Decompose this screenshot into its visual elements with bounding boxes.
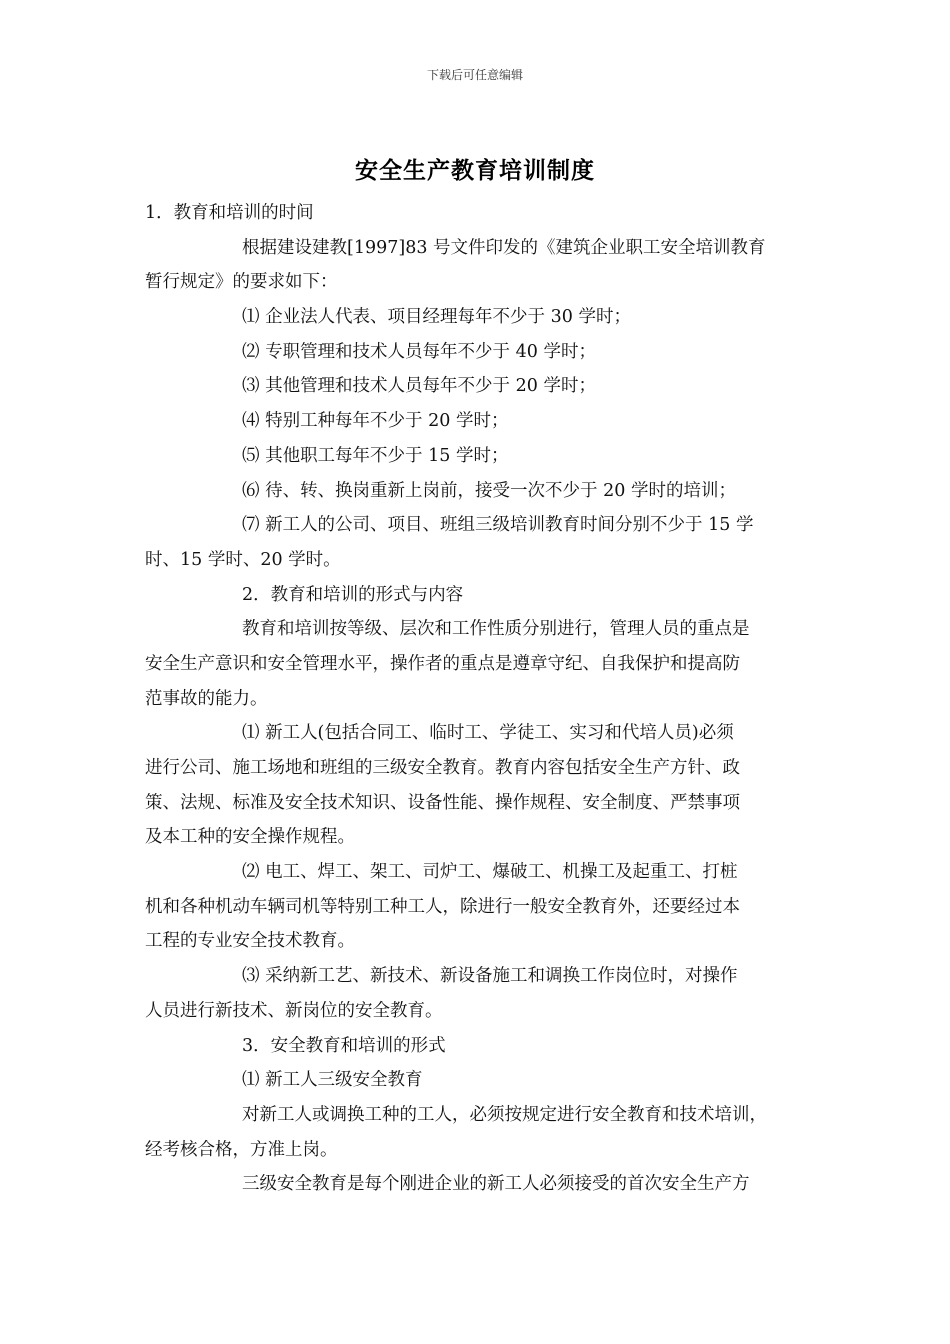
text-line: 人员进行新技术、新岗位的安全教育。 [145, 1000, 443, 1021]
text-line: ⑴ 新工人(包括合同工、临时工、学徒工、实习和代培人员)必须 [242, 723, 734, 744]
text-line: 及本工种的安全操作规程。 [145, 827, 355, 848]
text-line: 工程的专业安全技术教育。 [145, 931, 355, 952]
text-line: 策、法规、标准及安全技术知识、设备性能、操作规程、安全制度、严禁事项 [145, 792, 740, 813]
text-line: 范事故的能力。 [145, 688, 268, 709]
text-line: 3．安全教育和培训的形式 [242, 1035, 446, 1056]
text-line: ⑺ 新工人的公司、项目、班组三级培训教育时间分别不少于 15 学 [242, 515, 754, 536]
text-line: 2．教育和培训的形式与内容 [242, 584, 464, 605]
text-line: ⑵ 电工、焊工、架工、司炉工、爆破工、机操工及起重工、打桩 [242, 862, 738, 883]
document-body [145, 196, 817, 1202]
text-line: 时、15 学时、20 学时。 [145, 549, 341, 570]
text-line: 经考核合格，方准上岗。 [145, 1139, 338, 1160]
text-line: ⑴ 企业法人代表、项目经理每年不少于 30 学时； [242, 307, 631, 328]
text-line: ⑴ 新工人三级安全教育 [242, 1070, 423, 1091]
text-line: 对新工人或调换工种的工人，必须按规定进行安全教育和技术培训， [242, 1104, 767, 1125]
text-line: 暂行规定》的要求如下： [145, 272, 338, 293]
document-title: 安全生产教育培训制度 [355, 157, 595, 184]
text-line: 教育和培训按等级、层次和工作性质分别进行，管理人员的重点是 [242, 619, 750, 640]
text-line: 三级安全教育是每个刚进企业的新工人必须接受的首次安全生产方 [242, 1174, 750, 1195]
text-line: 进行公司、施工场地和班组的三级安全教育。教育内容包括安全生产方针、政 [145, 758, 740, 778]
text-line: ⑷ 特别工种每年不少于 20 学时； [242, 411, 509, 432]
text-line: ⑸ 其他职工每年不少于 15 学时； [242, 445, 509, 466]
text-line: 根据建设建教[1997]83 号文件印发的《建筑企业职工安全培训教育 [242, 237, 766, 258]
header-note: 下载后可任意编辑 [426, 68, 523, 82]
text-line: 安全生产意识和安全管理水平，操作者的重点是遵章守纪、自我保护和提高防 [145, 653, 740, 674]
text-line: ⑵ 专职管理和技术人员每年不少于 40 学时； [242, 341, 596, 362]
text-line: 机和各种机动车辆司机等特别工种工人，除进行一般安全教育外，还要经过本 [145, 896, 740, 917]
text-line: ⑶ 采纳新工艺、新技术、新设备施工和调换工作岗位时，对操作 [242, 966, 738, 987]
text-line: ⑶ 其他管理和技术人员每年不少于 20 学时； [242, 376, 596, 397]
text-line: ⑹ 待、转、换岗重新上岗前，接受一次不少于 20 学时的培训； [242, 480, 736, 501]
text-line: 1．教育和培训的时间 [145, 203, 314, 223]
